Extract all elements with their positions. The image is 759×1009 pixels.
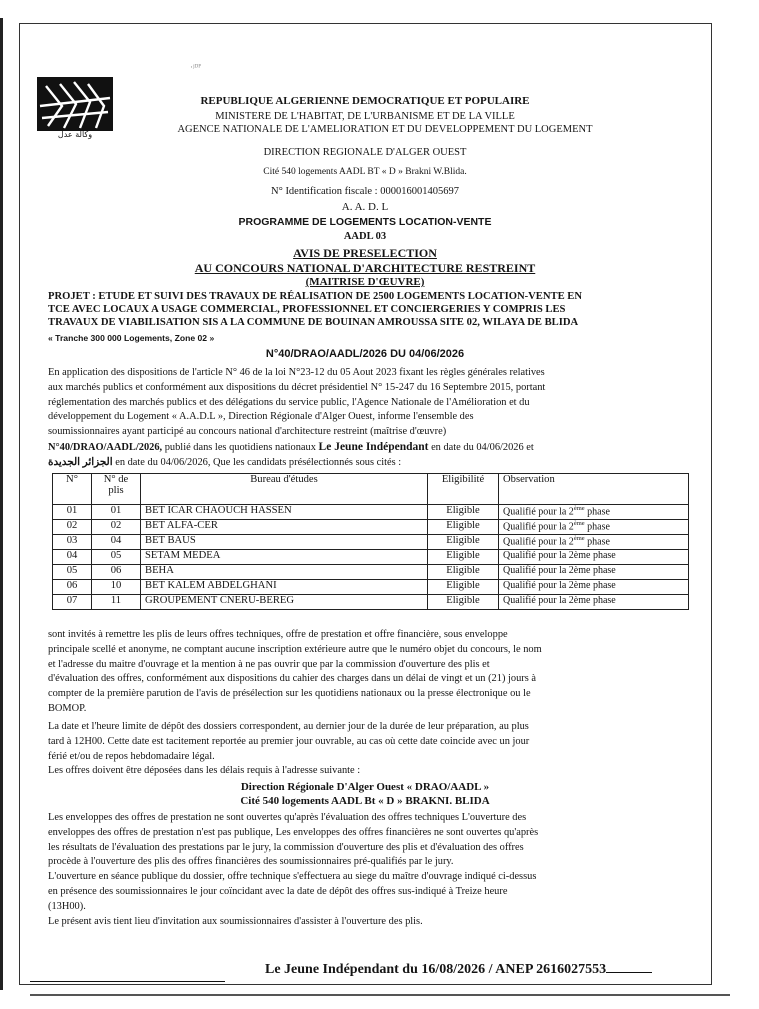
avis-title: AVIS DE PRESELECTION [293, 246, 437, 260]
scan-left-edge [0, 18, 3, 990]
cell-number: 05 [53, 565, 92, 580]
deposit-address-line-2: Cité 540 logements AADL Bt « D » BRAKNI. BLIDA [240, 795, 490, 807]
observation-text: phase [584, 521, 610, 533]
intro-text: publié dans les quotidiens nationaux [162, 441, 319, 453]
observation-text: Qualifié pour la 2 [503, 536, 574, 548]
projet-line-2: TCE AVEC LOCAUX A USAGE COMMERCIAL, PROFESSIONNEL ET CONCIERGERIES Y COMPRIS LES [48, 304, 566, 315]
intro-reference: N°40/DRAO/AADL/2026, [48, 441, 163, 453]
intro-line [48, 456, 693, 471]
cell-observation [499, 505, 689, 520]
concours-title: AU CONCOURS NATIONAL D'ARCHITECTURE RESTREINT [194, 261, 536, 275]
cell-number: 02 [53, 520, 92, 535]
paragraph-line: La date et l'heure limite de dépôt des dossiers correspondent, au dernier jour de la durée de leur préparation, au plus [48, 721, 529, 732]
cell-number: 04 [53, 550, 92, 565]
signature-line [30, 981, 225, 982]
paragraph-line: compter de la première parution de l'avis de présélection sur les quotidiens nationaux ou la presse électronique ou le [48, 688, 531, 700]
cell-plis: 10 [92, 580, 141, 595]
paragraph-line: L'ouverture en séance publique du dossier, offre technique s'effectuera au siege du maître d'ouvrage indiqué ci-dessus [48, 871, 537, 883]
cell-observation [499, 550, 689, 565]
cell-bureau: BET BAUS [141, 535, 428, 550]
observation-text: Qualifié pour la 2ème phase [503, 580, 616, 591]
observation-text: Qualifié pour la 2ème phase [503, 550, 616, 561]
intro-line [48, 440, 693, 456]
observation-text: Qualifié pour la 2 [503, 521, 574, 533]
intro-text: en date du 04/06/2026, Que les candidats présélectionnés sous cités : [112, 456, 402, 468]
table-row [53, 520, 689, 535]
paragraph-line: les résultats de l'évaluation des prestations par le jury, la commission d'ouverture des plis et d'évaluation des offres [48, 841, 524, 853]
intro-line: développement du Logement « A.A.D.L », Direction Régionale d'Alger Ouest, informe l'ensemble des [48, 411, 474, 423]
cell-eligibility: Eligible [428, 535, 499, 550]
cell-plis: 02 [92, 520, 141, 535]
observation-superscript: ème [573, 520, 585, 527]
cell-number: 07 [53, 595, 92, 610]
publication-footer [265, 962, 652, 978]
cell-plis: 05 [92, 550, 141, 565]
col-header-plis: N° de plis [92, 474, 141, 505]
observation-text: phase [584, 506, 610, 518]
submission-paragraph [48, 628, 693, 717]
cell-observation [499, 580, 689, 595]
paragraph-line: Les offres doivent être déposées dans les délais requis à l'adresse suivante : [48, 765, 361, 777]
deadline-paragraph [48, 720, 693, 779]
table-row [53, 505, 689, 520]
projet-line-3: TRAVAUX DE VIABILISATION SIS A LA COMMUNE DE BOUINAN AMROUSSA SITE 02, WILAYA DE BLIDA [48, 317, 579, 328]
footer-rule [606, 972, 652, 973]
reference-number: N°40/DRAO/AADL/2026 DU 04/06/2026 [265, 348, 465, 360]
cell-plis: 11 [92, 595, 141, 610]
intro-text: en date du 04/06/2026 et [428, 441, 534, 453]
arabic-newspaper-name: الجزائر الجديدة [48, 456, 113, 468]
programme-title: PROGRAMME DE LOGEMENTS LOCATION-VENTE [238, 216, 492, 228]
direction-address: Cité 540 logements AADL BT « D » Brakni W.Blida. [263, 167, 467, 177]
table-row [53, 565, 689, 580]
paragraph-line: d'évaluation des offres, conformément aux dispositions du cahier des charges dans un délai de vingt et un (21) jours à [48, 673, 536, 685]
cell-eligibility: Eligible [428, 595, 499, 610]
observation-text: phase [584, 536, 610, 548]
table-row [53, 595, 689, 610]
footer-text: Le Jeune Indépendant du 16/08/2026 / ANEP 2616027553 [265, 962, 607, 977]
opening-paragraph [48, 811, 693, 929]
intro-line: soumissionnaires ayant participé au concours national d'architecture restreint (maîtrise d'œuvre) [48, 426, 447, 438]
cell-bureau: GROUPEMENT CNERU-BEREG [141, 595, 428, 610]
col-header-number: N° [53, 474, 92, 505]
col-header-bureau: Bureau d'études [141, 474, 428, 505]
cell-number: 06 [53, 580, 92, 595]
agency-heading: AGENCE NATIONALE DE L'AMELIORATION ET DU DEVELOPPEMENT DU LOGEMENT [177, 124, 593, 135]
intro-line: aux marchés publics et conformément aux dispositions du décret présidentiel N° 15-247 du 16 Septembre 2015, portant [48, 381, 546, 393]
projet-line-1: PROJET : ETUDE ET SUIVI DES TRAVAUX DE RÉALISATION DE 2500 LOGEMENTS LOCATION-VENTE EN [48, 291, 583, 302]
paragraph-line: principale scellé et anonyme, ne comptant aucune inscription extérieure autre que le numéro objet du concours, le nom [48, 643, 542, 655]
paragraph-line: tard à 12H00. Cette date est tacitement reportée au premier jour ouvrable, au cas où cette date coincide avec un jour [48, 735, 530, 747]
paragraph-line: sont invités à remettre les plis de leurs offres techniques, offre de prestation et offre financière, sous enveloppe [48, 629, 508, 640]
table-row [53, 535, 689, 550]
paragraph-line: Le présent avis tient lieu d'invitation aux soumissionnaires d'assister à l'ouverture des plis. [48, 915, 423, 927]
observation-text: Qualifié pour la 2ème phase [503, 565, 616, 576]
cell-bureau: BET ALFA-CER [141, 520, 428, 535]
cell-bureau: SETAM MEDEA [141, 550, 428, 565]
logo-caption: وكالة عدل [57, 130, 93, 139]
cell-bureau: BET KALEM ABDELGHANI [141, 580, 428, 595]
paragraph-line: Les enveloppes des offres de prestation ne sont ouvertes qu'après l'évaluation des offres techniques L'ouverture des [48, 812, 527, 823]
paragraph-line: procède à l'ouverture des plis des offres financières des soumissionnaires pré-qualifiés par le jury. [48, 856, 454, 868]
cell-observation [499, 520, 689, 535]
paragraph-line: (13H00). [48, 900, 86, 912]
paragraph-line: et l'adresse du maitre d'ouvrage et la mention à ne pas ouvrir que par la commission d'ouverture des plis et [48, 658, 490, 670]
observation-text: Qualifié pour la 2 [503, 506, 574, 518]
faint-mark: ·ʲᴰᴾ [190, 62, 202, 72]
programme-code: AADL 03 [343, 231, 387, 242]
intro-paragraph [48, 366, 693, 471]
cell-observation [499, 565, 689, 580]
ministry-heading: MINISTERE DE L'HABITAT, DE L'URBANISME ET DE LA VILLE [215, 111, 515, 122]
col-header-eligibility: Eligibilité [428, 474, 499, 505]
cell-bureau: BET ICAR CHAOUCH HASSEN [141, 505, 428, 520]
org-acronym: A. A. D. L [341, 201, 389, 213]
cell-eligibility: Eligible [428, 520, 499, 535]
maitrise-title: (MAITRISE D'ŒUVRE) [305, 276, 425, 288]
paragraph-line: BOMOP. [48, 702, 87, 714]
observation-superscript: ème [573, 535, 585, 542]
cell-eligibility: Eligible [428, 550, 499, 565]
fiscal-id: N° Identification fiscale : 000016001405697 [271, 186, 459, 197]
paragraph-line: enveloppes des offres de prestation n'est pas publique, Les enveloppes des offres financières ne sont ouvertes qu'après [48, 826, 539, 838]
table-row [53, 580, 689, 595]
intro-line: réglementation des marchés publics et des délégations du service public, l'Agence Nationale de l'Amélioration et du [48, 396, 530, 408]
intro-line: En application des dispositions de l'article N° 46 de la loi N°23-12 du 05 Aout 2023 fixant les règles générales relatives [48, 367, 545, 378]
cell-plis: 06 [92, 565, 141, 580]
table-body [53, 505, 689, 610]
cell-plis: 01 [92, 505, 141, 520]
results-table [52, 473, 689, 610]
cell-number: 01 [53, 505, 92, 520]
direction-heading: DIRECTION REGIONALE D'ALGER OUEST [263, 147, 467, 158]
col-header-observation: Observation [499, 474, 689, 505]
table-row [53, 550, 689, 565]
observation-superscript: ème [573, 505, 585, 512]
newspaper-name: Le Jeune Indépendant [318, 440, 429, 453]
cell-eligibility: Eligible [428, 505, 499, 520]
table-header-row [53, 474, 689, 505]
cell-eligibility: Eligible [428, 565, 499, 580]
cell-bureau: BEHA [141, 565, 428, 580]
paragraph-line: férié et/ou de repos hebdomadaire légal. [48, 750, 215, 762]
paragraph-line: en présence des soumissionnaires le jour coïncidant avec la date de dépôt des offres sus-indiqué à Treize heure [48, 885, 508, 897]
scan-bottom-edge [30, 994, 730, 996]
observation-text: Qualifié pour la 2ème phase [503, 595, 616, 606]
cell-observation [499, 595, 689, 610]
cell-plis: 04 [92, 535, 141, 550]
tranche: « Tranche 300 000 Logements, Zone 02 » [48, 333, 215, 343]
republic-heading: REPUBLIQUE ALGERIENNE DEMOCRATIQUE ET POPULAIRE [200, 95, 530, 107]
cell-observation [499, 535, 689, 550]
cell-number: 03 [53, 535, 92, 550]
deposit-address-line-1: Direction Régionale D'Alger Ouest « DRAO/AADL » [240, 781, 490, 793]
cell-eligibility: Eligible [428, 580, 499, 595]
